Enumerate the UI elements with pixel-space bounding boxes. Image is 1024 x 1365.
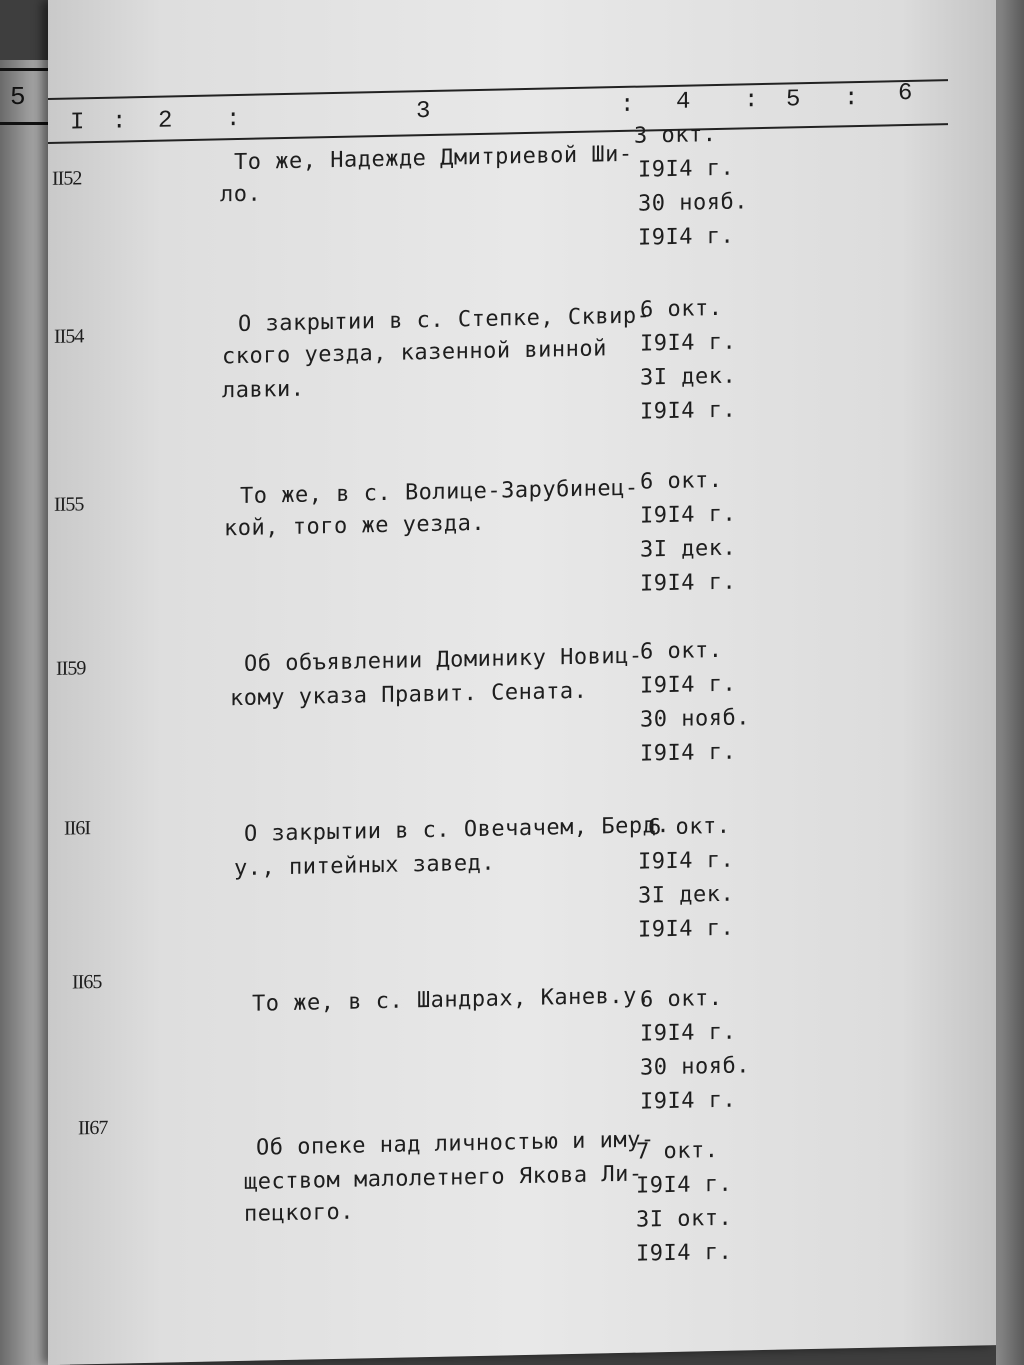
entry-text-line: Об объявлении Доминику Новиц- [244,643,643,677]
entry-date: I9I4 г. [638,915,735,943]
entry-number: II54 [54,325,84,348]
entry-date: I9I4 г. [638,847,735,875]
entry-date: 3I окт. [636,1205,733,1233]
entry-number: II59 [56,657,86,680]
entry-text-line: О закрытии в с. Степке, Сквир- [238,303,651,338]
entry-date: I9I4 г. [636,1171,733,1199]
entry-date: I9I4 г. [640,397,737,425]
entry-date: 7 окт. [636,1137,719,1165]
header-bottom-rule [48,123,948,144]
entry-text-line: ского уезда, казенной винной [222,336,607,370]
header-separator: : [226,105,241,134]
entry-text-line: кой, того же уезда. [224,510,486,542]
entry-date: 30 нояб. [640,1053,750,1081]
entry-date: I9I4 г. [640,739,737,767]
header-col-4: 4 [676,88,691,116]
header-separator: : [620,91,635,120]
background-edge [996,0,1024,1365]
entry-date: 30 нояб. [640,705,750,733]
entry-text-line: у., питейных завед. [234,850,496,882]
entry-date: I9I4 г. [640,671,737,699]
entry-date: I9I4 г. [638,155,735,183]
header-separator: : [844,85,859,113]
header-col-1: I [70,109,85,137]
entry-text-line: То же, в с. Волице-Зарубинец- [240,475,639,509]
header-separator: : [744,87,759,115]
entry-date: 3 окт. [634,121,717,149]
entry-date: 3I дек. [638,881,735,909]
entry-text-line: Об опеке над личностью и иму- [256,1127,655,1161]
entry-date: 6 окт. [640,985,723,1013]
entry-date: I9I4 г. [640,329,737,357]
entry-date: I9I4 г. [638,223,735,251]
entry-text-line: То же, Надежде Дмитриевой Ши- [234,141,633,176]
entry-date: 6 окт. [640,637,723,665]
header-col-3: 3 [416,97,431,126]
entry-date: I9I4 г. [640,1087,737,1115]
entry-text-line: О закрытии в с. Овечачем, Берд. [244,812,671,847]
header-top-rule [48,79,948,100]
entry-date: I9I4 г. [640,501,737,529]
header-separator: : [112,108,127,136]
entry-date: I9I4 г. [636,1239,733,1267]
entry-number: II65 [72,970,102,994]
entry-date: I9I4 г. [640,1019,737,1047]
entry-date: 3I дек. [640,535,737,563]
left-page-number: 5 [10,82,26,112]
header-col-6: 6 [898,79,913,108]
entry-date: 30 нояб. [638,189,748,217]
entry-text-line: кому указа Правит. Сената. [230,678,588,712]
entry-date: 6 окт. [640,295,723,323]
entry-date: 6 окт. [648,813,731,841]
entry-text-line: лавки. [222,376,305,404]
entry-text-line: То же, в с. Шандрах, Канев.у. [252,983,651,1017]
header-col-5: 5 [786,86,801,114]
header-col-2: 2 [158,107,173,135]
entry-date: 6 окт. [640,467,723,495]
entry-text-line: ществом малолетнего Якова Ли- [244,1161,643,1195]
entry-text-line: пецкого. [244,1199,354,1227]
entry-number: II67 [78,1116,108,1140]
entry-number: II6I [64,817,90,840]
entry-text-line: ло. [220,181,262,208]
entry-date: 3I дек. [640,363,737,391]
document-page [48,0,996,1365]
entry-number: II52 [52,167,82,190]
entry-date: I9I4 г. [640,569,737,597]
entry-number: II55 [54,493,84,516]
